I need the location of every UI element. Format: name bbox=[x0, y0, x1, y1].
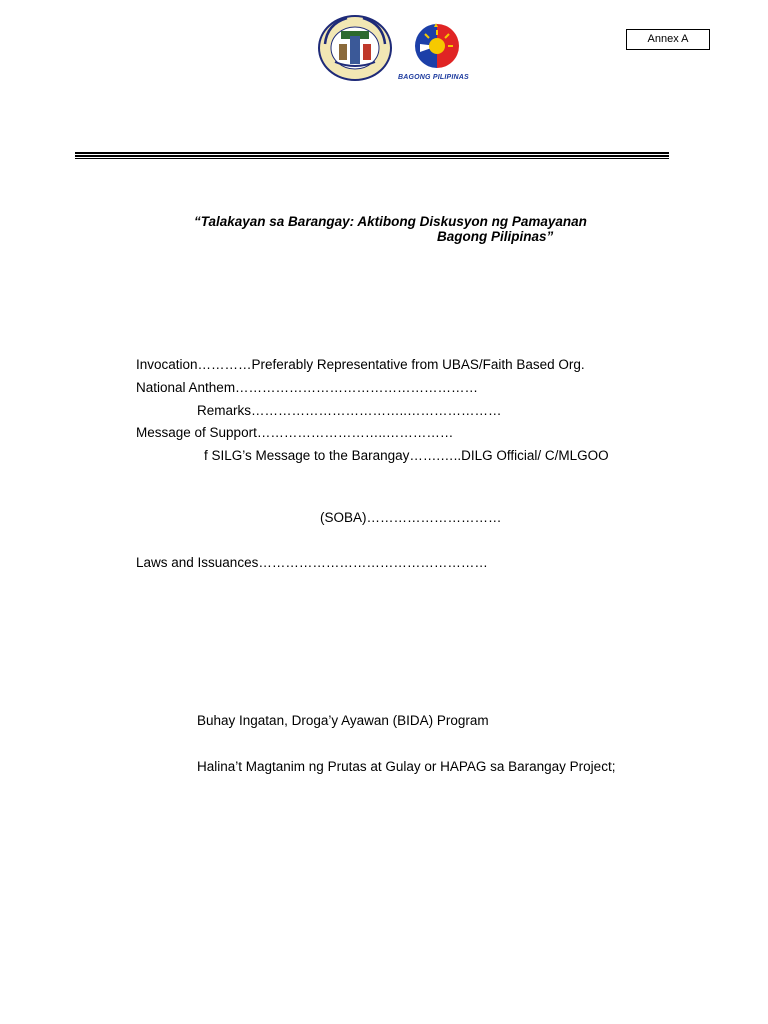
program-remarks: Remarks……………………………..………………… bbox=[197, 403, 502, 418]
header-rule-top bbox=[75, 152, 669, 154]
barangay-seal-logo bbox=[317, 14, 393, 82]
program-bida: Buhay Ingatan, Droga’y Ayawan (BIDA) Program bbox=[197, 713, 489, 728]
document-title-line2: Bagong Pilipinas” bbox=[437, 229, 554, 244]
program-invocation: Invocation…………Preferably Representative from UBAS/Faith Based Org. bbox=[136, 357, 585, 372]
bagong-pilipinas-logo bbox=[404, 22, 472, 74]
program-laws-and-issuances: Laws and Issuances…………………………………………… bbox=[136, 555, 488, 570]
bagong-pilipinas-logo-text: BAGONG PILIPINAS bbox=[398, 74, 469, 81]
annex-label: Annex A bbox=[626, 29, 710, 50]
program-hapag: Halina’t Magtanim ng Prutas at Gulay or HAPAG sa Barangay Project; bbox=[197, 759, 616, 774]
program-national-anthem: National Anthem……………………………………………… bbox=[136, 380, 479, 395]
document-title-line1: “Talakayan sa Barangay: Aktibong Diskusyon ng Pamayanan bbox=[194, 214, 587, 229]
program-silg-message: f SILG’s Message to the Barangay…….…..DILG Official/ C/MLGOO bbox=[204, 448, 609, 463]
program-soba: (SOBA)………………………… bbox=[320, 510, 502, 525]
program-message-of-support: Message of Support………………………..…………… bbox=[136, 425, 454, 440]
header-rule-middle bbox=[75, 155, 669, 157]
header-rule-bottom bbox=[75, 158, 669, 159]
